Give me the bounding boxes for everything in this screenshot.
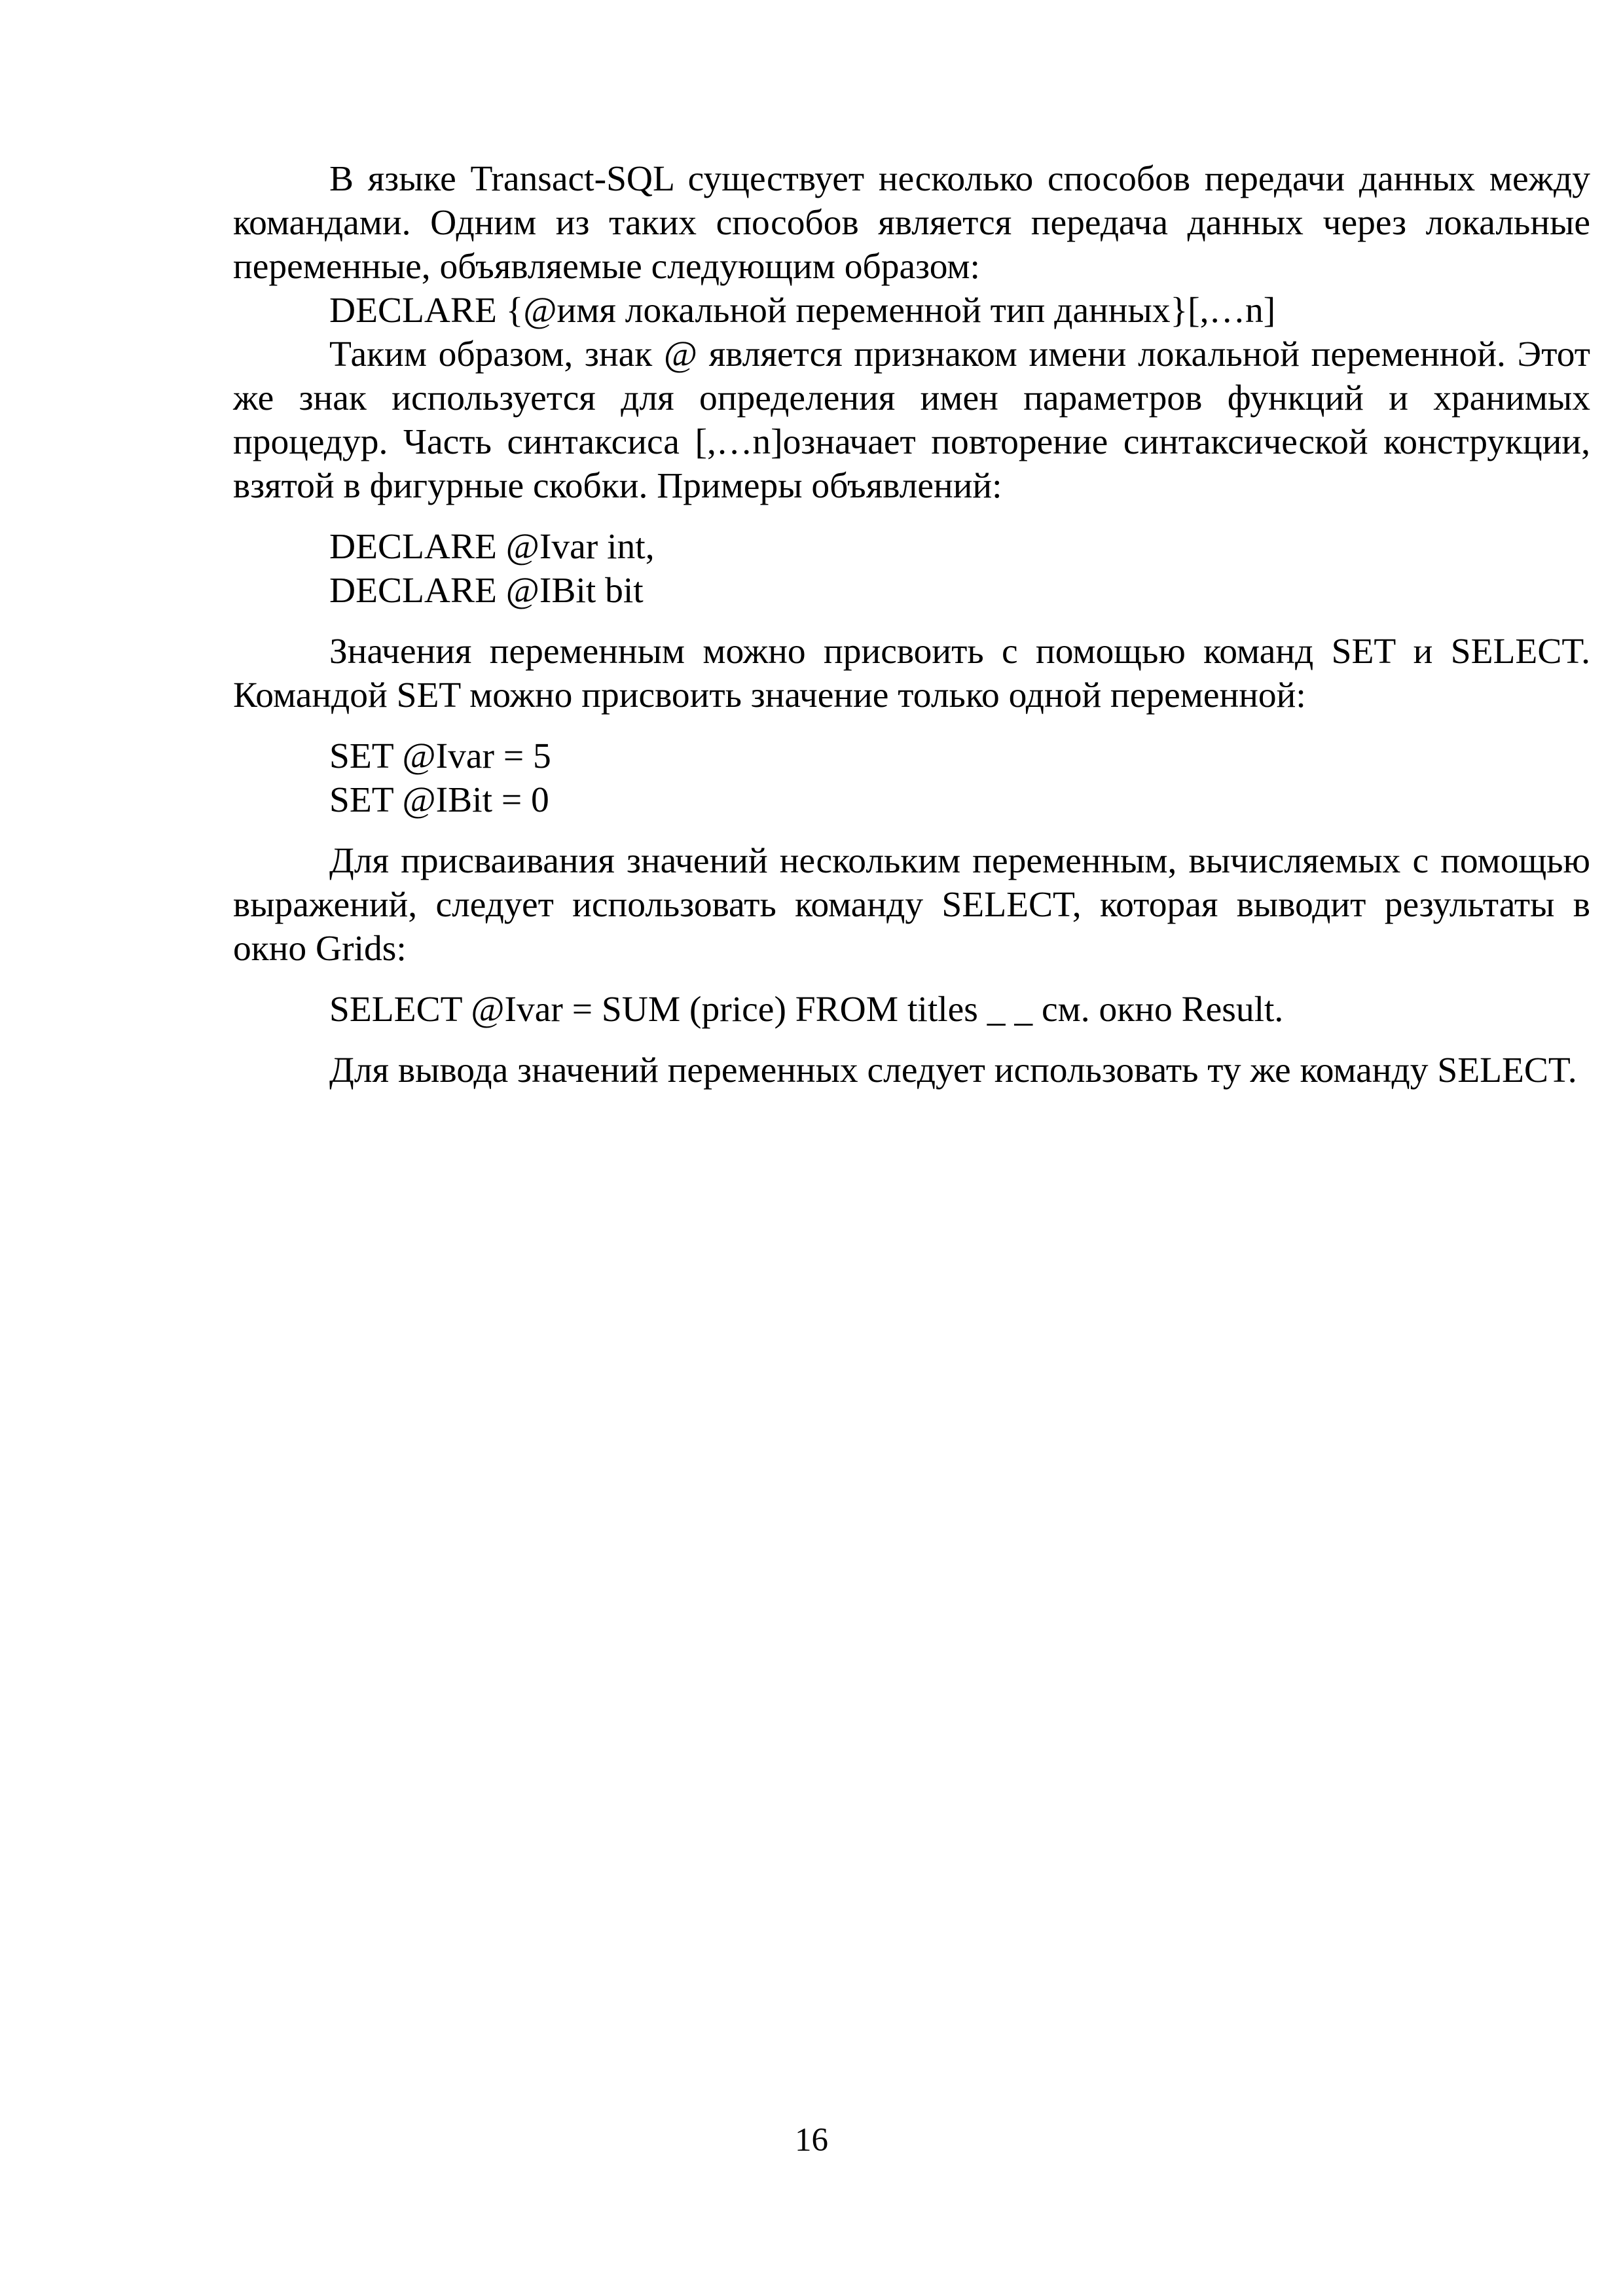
declare-example-line: DECLARE @IBit bit — [329, 571, 644, 611]
select-example-line: SELECT @Ivar = SUM (price) FROM titles _ _ см. окно Result. — [329, 990, 1284, 1030]
page-number: 16 — [795, 2122, 828, 2159]
declare-example-line: DECLARE @Ivar int, — [329, 527, 655, 567]
paragraph-intro: В языке Transact-SQL существует несколько способов передачи данных между командами. Одним из таких способов является передача данных через локальные переменные, объявляемые следующим образом: — [233, 159, 1590, 287]
paragraph-select-assign: Для присваивания значений нескольким переменным, вычисляемых с помощью выражений, следует использовать команду SELECT, которая выводит результаты в окно Grids: — [233, 841, 1590, 969]
set-example-line: SET @IBit = 0 — [329, 780, 549, 820]
paragraph-output: Для вывода значений переменных следует использовать ту же команду SELECT. — [329, 1050, 1577, 1090]
paragraph-set-select: Значения переменным можно присвоить с помощью команд SET и SELECT. Командой SET можно присвоить значение только одной переменной: — [233, 632, 1590, 715]
select-examples — [233, 988, 1590, 1031]
declare-syntax-line: DECLARE {@имя локальной переменной тип данных}[,…n] — [329, 291, 1276, 331]
paragraph-at-sign: Таким образом, знак @ является признаком имени локальной переменной. Этот же знак используется для определения имен параметров функций и хранимых процедур. Часть синтаксиса [,…n]означает повторение синтаксической конструкции, взятой в фигурные скобки. Примеры объявлений: — [233, 334, 1590, 506]
page-body — [233, 157, 1590, 1092]
set-example-line: SET @Ivar = 5 — [329, 736, 551, 776]
set-examples — [233, 734, 1590, 822]
declare-examples — [233, 525, 1590, 613]
